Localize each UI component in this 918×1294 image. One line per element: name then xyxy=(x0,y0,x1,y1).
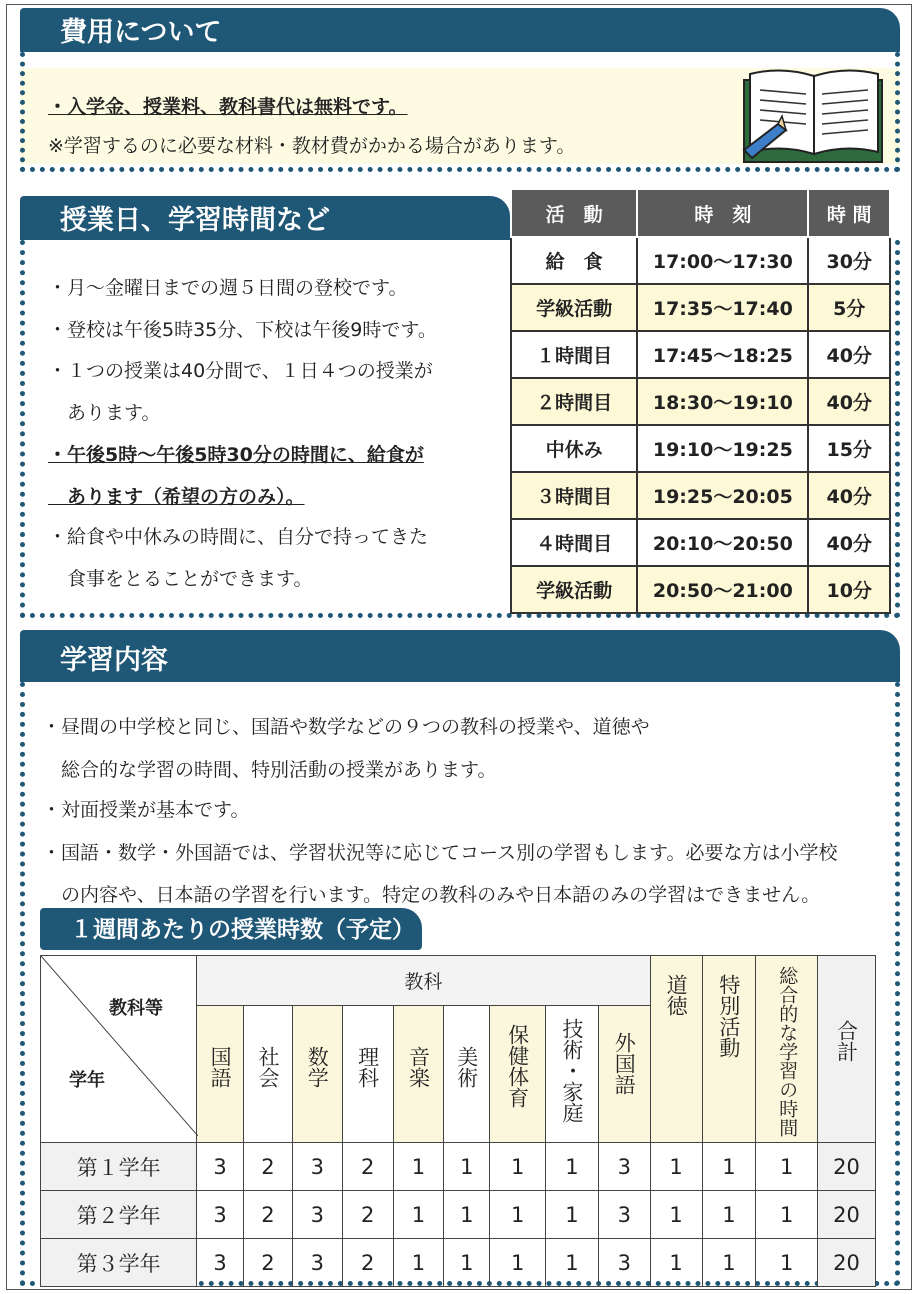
subject-header: 総合的な学習の時間 xyxy=(756,956,818,1143)
hours-cell: 1 xyxy=(702,1143,756,1191)
schedule-time: 20:50～21:00 xyxy=(637,566,808,613)
hours-cell: 1 xyxy=(444,1239,490,1287)
hours-cell: 2 xyxy=(244,1191,293,1239)
class-days-line: あります。 xyxy=(48,402,161,424)
hours-cell: 1 xyxy=(702,1239,756,1287)
hours-cell: 3 xyxy=(197,1239,244,1287)
hours-cell: 3 xyxy=(598,1143,650,1191)
section-header-class-days xyxy=(20,196,510,240)
content-line: ・国語・数学・外国語では、学習状況等に応じてコース別の学習もします。必要な方は小学校 xyxy=(42,842,838,864)
fees-line-free: ・入学金、授業料、教科書代は無料です。 xyxy=(48,96,408,118)
subject-header: 保健体育 xyxy=(490,1005,546,1142)
schedule-duration: 5分 xyxy=(808,284,890,331)
subject-header: 特別活動 xyxy=(702,956,756,1143)
subject-header: 外国語 xyxy=(598,1005,650,1142)
hours-cell: 1 xyxy=(444,1191,490,1239)
schedule-duration: 40分 xyxy=(808,472,890,519)
content-line: ・昼間の中学校と同じ、国語や数学などの９つの教科の授業や、道徳や xyxy=(42,716,650,738)
grade-row xyxy=(41,1143,876,1191)
hours-cell: 3 xyxy=(292,1191,342,1239)
subject-header: 数学 xyxy=(292,1005,342,1142)
grade-label: 第２学年 xyxy=(41,1191,197,1239)
schedule-duration: 40分 xyxy=(808,519,890,566)
fees-line-materials: ※学習するのに必要な材料・教材費がかかる場合があります。 xyxy=(48,135,576,157)
schedule-duration: 40分 xyxy=(808,331,890,378)
schedule-time: 17:45～18:25 xyxy=(637,331,808,378)
hours-cell: 2 xyxy=(342,1143,393,1191)
hours-cell: 1 xyxy=(393,1191,444,1239)
hours-cell: 3 xyxy=(598,1191,650,1239)
hours-cell: 1 xyxy=(393,1143,444,1191)
schedule-table xyxy=(510,188,891,614)
hours-cell: 1 xyxy=(490,1143,546,1191)
fees-title: 費用について xyxy=(60,17,222,48)
schedule-time: 19:10～19:25 xyxy=(637,425,808,472)
class-days-line-lunch: あります（希望の方のみ）。 xyxy=(48,486,305,508)
subject-header: 音楽 xyxy=(393,1005,444,1142)
hours-cell: 2 xyxy=(244,1143,293,1191)
schedule-row xyxy=(511,284,890,331)
schedule-activity: 給 食 xyxy=(511,237,637,284)
schedule-time: 19:25～20:05 xyxy=(637,472,808,519)
hours-cell: 1 xyxy=(650,1191,702,1239)
subject-header: 技術・家庭 xyxy=(546,1005,599,1142)
section-header-fees xyxy=(20,8,900,52)
hours-cell: 3 xyxy=(292,1143,342,1191)
content-title: 学習内容 xyxy=(60,645,168,676)
schedule-time: 18:30～19:10 xyxy=(637,378,808,425)
hours-cell: 1 xyxy=(546,1191,599,1239)
schedule-duration: 15分 xyxy=(808,425,890,472)
subject-header: 社会 xyxy=(244,1005,293,1142)
total-cell: 20 xyxy=(818,1143,876,1191)
grade-row xyxy=(41,1239,876,1287)
schedule-activity: ４時間目 xyxy=(511,519,637,566)
schedule-activity: ２時間目 xyxy=(511,378,637,425)
hours-cell: 1 xyxy=(756,1191,818,1239)
corner-grade-label: 学年 xyxy=(69,1070,105,1091)
class-days-line: ・月～金曜日までの週５日間の登校です。 xyxy=(48,277,408,299)
hours-cell: 3 xyxy=(292,1239,342,1287)
schedule-activity: 中休み xyxy=(511,425,637,472)
hours-cell: 1 xyxy=(490,1239,546,1287)
schedule-activity: ３時間目 xyxy=(511,472,637,519)
schedule-row xyxy=(511,472,890,519)
grade-label: 第１学年 xyxy=(41,1143,197,1191)
schedule-duration: 30分 xyxy=(808,237,890,284)
schedule-row xyxy=(511,237,890,284)
content-line: の内容や、日本語の学習を行います。特定の教科のみや日本語のみの学習はできません。 xyxy=(42,884,821,906)
corner-cell xyxy=(41,956,197,1143)
hours-cell: 2 xyxy=(342,1191,393,1239)
class-days-line-lunch: ・午後5時～午後5時30分の時間に、給食が xyxy=(48,444,424,466)
class-days-line: 食事をとることができます。 xyxy=(48,568,313,590)
hours-cell: 3 xyxy=(197,1143,244,1191)
class-days-title: 授業日、学習時間など xyxy=(60,205,330,236)
class-days-line: ・給食や中休みの時間に、自分で持ってきた xyxy=(48,526,429,548)
subject-header: 道徳 xyxy=(650,956,702,1143)
hours-cell: 1 xyxy=(546,1143,599,1191)
hours-cell: 1 xyxy=(702,1191,756,1239)
hours-cell: 1 xyxy=(650,1143,702,1191)
hours-cell: 1 xyxy=(546,1239,599,1287)
hours-cell: 3 xyxy=(598,1239,650,1287)
hours-cell: 1 xyxy=(756,1239,818,1287)
hours-cell: 1 xyxy=(490,1191,546,1239)
content-line: 総合的な学習の時間、特別活動の授業があります。 xyxy=(42,759,497,781)
schedule-header-time: 時 刻 xyxy=(637,189,808,237)
weekly-hours-title: １週間あたりの授業時数（予定） xyxy=(70,917,415,943)
grade-row xyxy=(41,1191,876,1239)
hours-cell: 1 xyxy=(393,1239,444,1287)
schedule-header-duration: 時 間 xyxy=(808,189,890,237)
schedule-row xyxy=(511,378,890,425)
schedule-duration: 40分 xyxy=(808,378,890,425)
total-cell: 20 xyxy=(818,1239,876,1287)
hours-cell: 1 xyxy=(650,1239,702,1287)
schedule-activity: 学級活動 xyxy=(511,284,637,331)
total-cell: 20 xyxy=(818,1191,876,1239)
schedule-time: 17:00～17:30 xyxy=(637,237,808,284)
schedule-row xyxy=(511,566,890,613)
corner-subjects-label: 教科等 xyxy=(109,998,163,1019)
schedule-row xyxy=(511,425,890,472)
content-line: ・対面授業が基本です。 xyxy=(42,799,250,821)
class-days-line: ・１つの授業は40分間で、１日４つの授業が xyxy=(48,360,433,382)
subject-group-label: 教科 xyxy=(197,956,651,1006)
schedule-row xyxy=(511,519,890,566)
hours-cell: 2 xyxy=(342,1239,393,1287)
schedule-time: 17:35～17:40 xyxy=(637,284,808,331)
grade-label: 第３学年 xyxy=(41,1239,197,1287)
section-header-content xyxy=(20,630,900,682)
hours-cell: 1 xyxy=(444,1143,490,1191)
hours-cell: 2 xyxy=(244,1239,293,1287)
subject-header: 理科 xyxy=(342,1005,393,1142)
schedule-duration: 10分 xyxy=(808,566,890,613)
weekly-hours-table xyxy=(40,955,876,1287)
schedule-activity: １時間目 xyxy=(511,331,637,378)
schedule-activity: 学級活動 xyxy=(511,566,637,613)
schedule-time: 20:10～20:50 xyxy=(637,519,808,566)
subject-header: 美術 xyxy=(444,1005,490,1142)
schedule-header-activity: 活 動 xyxy=(511,189,637,237)
total-header: 合計 xyxy=(818,956,876,1143)
subject-header: 国語 xyxy=(197,1005,244,1142)
hours-cell: 1 xyxy=(756,1143,818,1191)
weekly-hours-header xyxy=(40,908,422,950)
book-icon xyxy=(742,66,886,164)
diagonal-line xyxy=(41,956,198,1136)
hours-cell: 3 xyxy=(197,1191,244,1239)
class-days-line: ・登校は午後5時35分、下校は午後9時です。 xyxy=(48,319,437,341)
schedule-row xyxy=(511,331,890,378)
